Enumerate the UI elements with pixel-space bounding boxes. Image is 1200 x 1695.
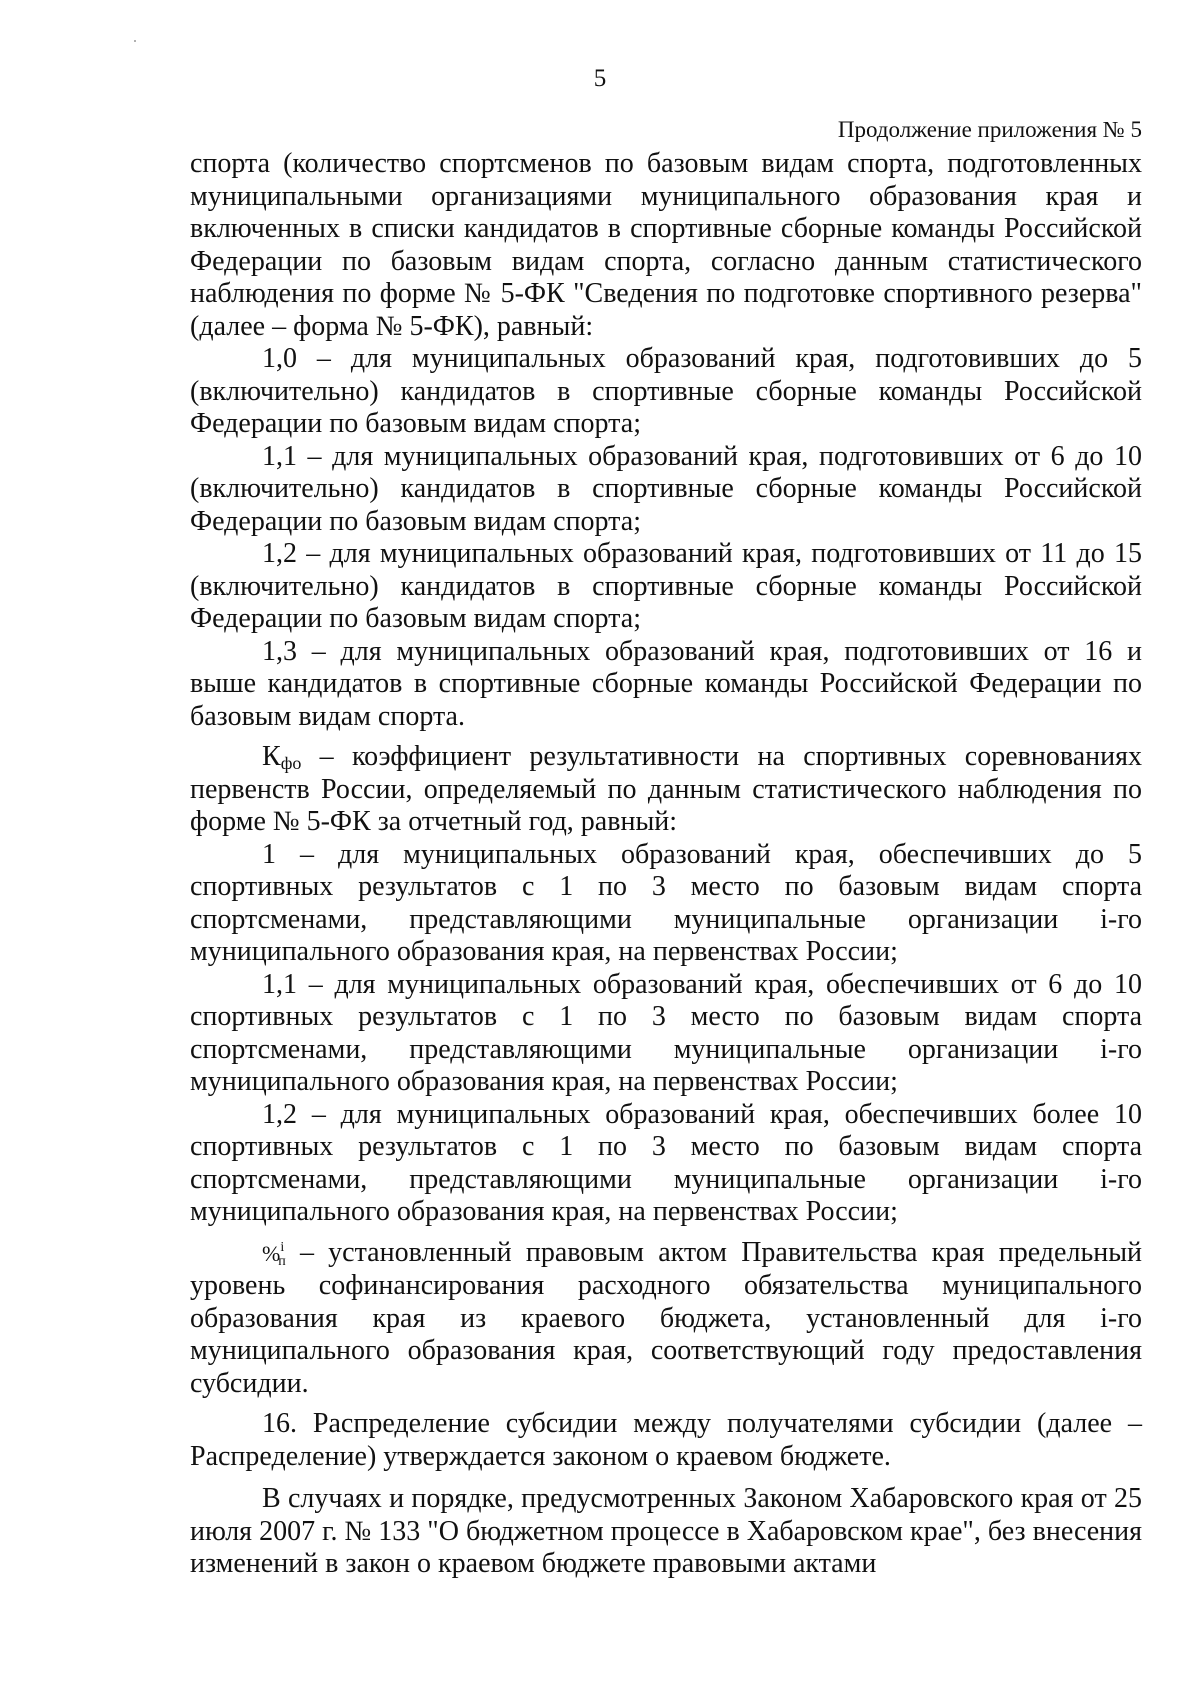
paragraph-coef-1-2: 1,2 – для муниципальных образований края, подготовивших от 11 до 15 (включительно) кандидатов в спортивные сборные команды Российской Федерации по базовым видам спорта; [190, 538, 1142, 634]
percent-symbol: % [262, 1240, 281, 1266]
kfo-symbol: К [262, 741, 281, 772]
document-body [190, 148, 1142, 1581]
paragraph-coef-1-1: 1,1 – для муниципальных образований края, подготовивших от 6 до 10 (включительно) кандидатов в спортивные сборные команды Российской Федерации по базовым видам спорта; [190, 440, 1142, 537]
paragraph-budget-process: В случаях и порядке, предусмотренных Законом Хабаровского края от 25 июля 2007 г. № 133 "О бюджетном процессе в Хабаровском крае", без внесения изменений в закон о краевом бюджете правовыми актами [190, 1483, 1142, 1579]
paragraph-coef-1-0: 1,0 – для муниципальных образований края, подготовивших до 5 (включительно) кандидатов в спортивные сборные команды Российской Федерации по базовым видам спорта; [190, 343, 1142, 439]
paragraph-cofinancing-level [190, 1237, 1142, 1401]
paragraph-section-16: 16. Распределение субсидии между получателями субсидии (далее – Распределение) утверждается законом о краевом бюджете. [190, 1408, 1142, 1472]
paragraph-coef-1-3: 1,3 – для муниципальных образований края, подготовивших от 16 и выше кандидатов в спортивные сборные команды Российской Федерации по базовым видам спорта. [190, 635, 1142, 732]
cofinancing-text: – установленный правовым актом Правительства края предельный уровень софинансирования расходного обязательства муниципального образования края из краевого бюджета, установленный для i-го муниципального образования края, соответствующий году предоставления субсидии. [190, 1236, 1142, 1399]
page-number: 5 [593, 65, 607, 92]
paragraph-result-1-1: 1,1 – для муниципальных образований края, обеспечивших от 6 до 10 спортивных результатов с 1 по 3 место по базовым видам спорта спортсменами, представляющими муниципальные организации i-го муниципального образования края, на первенствах России; [190, 968, 1142, 1097]
kfo-text: – коэффициент результативности на спортивных соревнованиях первенств России, определяемый по данным статистического наблюдения по форме № 5-ФК за отчетный год, равный: [190, 741, 1142, 837]
percent-subscript: п [278, 1253, 286, 1269]
percent-superscript: i [280, 1239, 285, 1255]
paragraph-result-1-2: 1,2 – для муниципальных образований края, обеспечивших более 10 спортивных результатов с 1 по 3 место по базовым видам спорта спортсменами, представляющими муниципальные организации i-го муниципального образования края, на первенствах России; [190, 1098, 1142, 1227]
scan-artifact [134, 40, 136, 42]
appendix-continuation-note: Продолжение приложения № 5 [837, 117, 1142, 142]
paragraph-kfo-definition [190, 741, 1142, 839]
paragraph-sport-count: спорта (количество спортсменов по базовым видам спорта, подготовленных муниципальными организациями муниципального образования края и включенных в списки кандидатов в спортивные сборные команды Российской Федерации по базовым видам спорта, согласно данным статистического наблюдения по форме № 5-ФК "Сведения по подготовке спортивного резерва" (далее – форма № 5-ФК), равный: [190, 148, 1142, 342]
paragraph-result-1: 1 – для муниципальных образований края, обеспечивших до 5 спортивных результатов с 1 по 3 место по базовым видам спорта спортсменами, представляющими муниципальные организации i-го муниципального образования края, на первенствах России; [190, 838, 1142, 967]
kfo-subscript: фо [280, 753, 302, 773]
